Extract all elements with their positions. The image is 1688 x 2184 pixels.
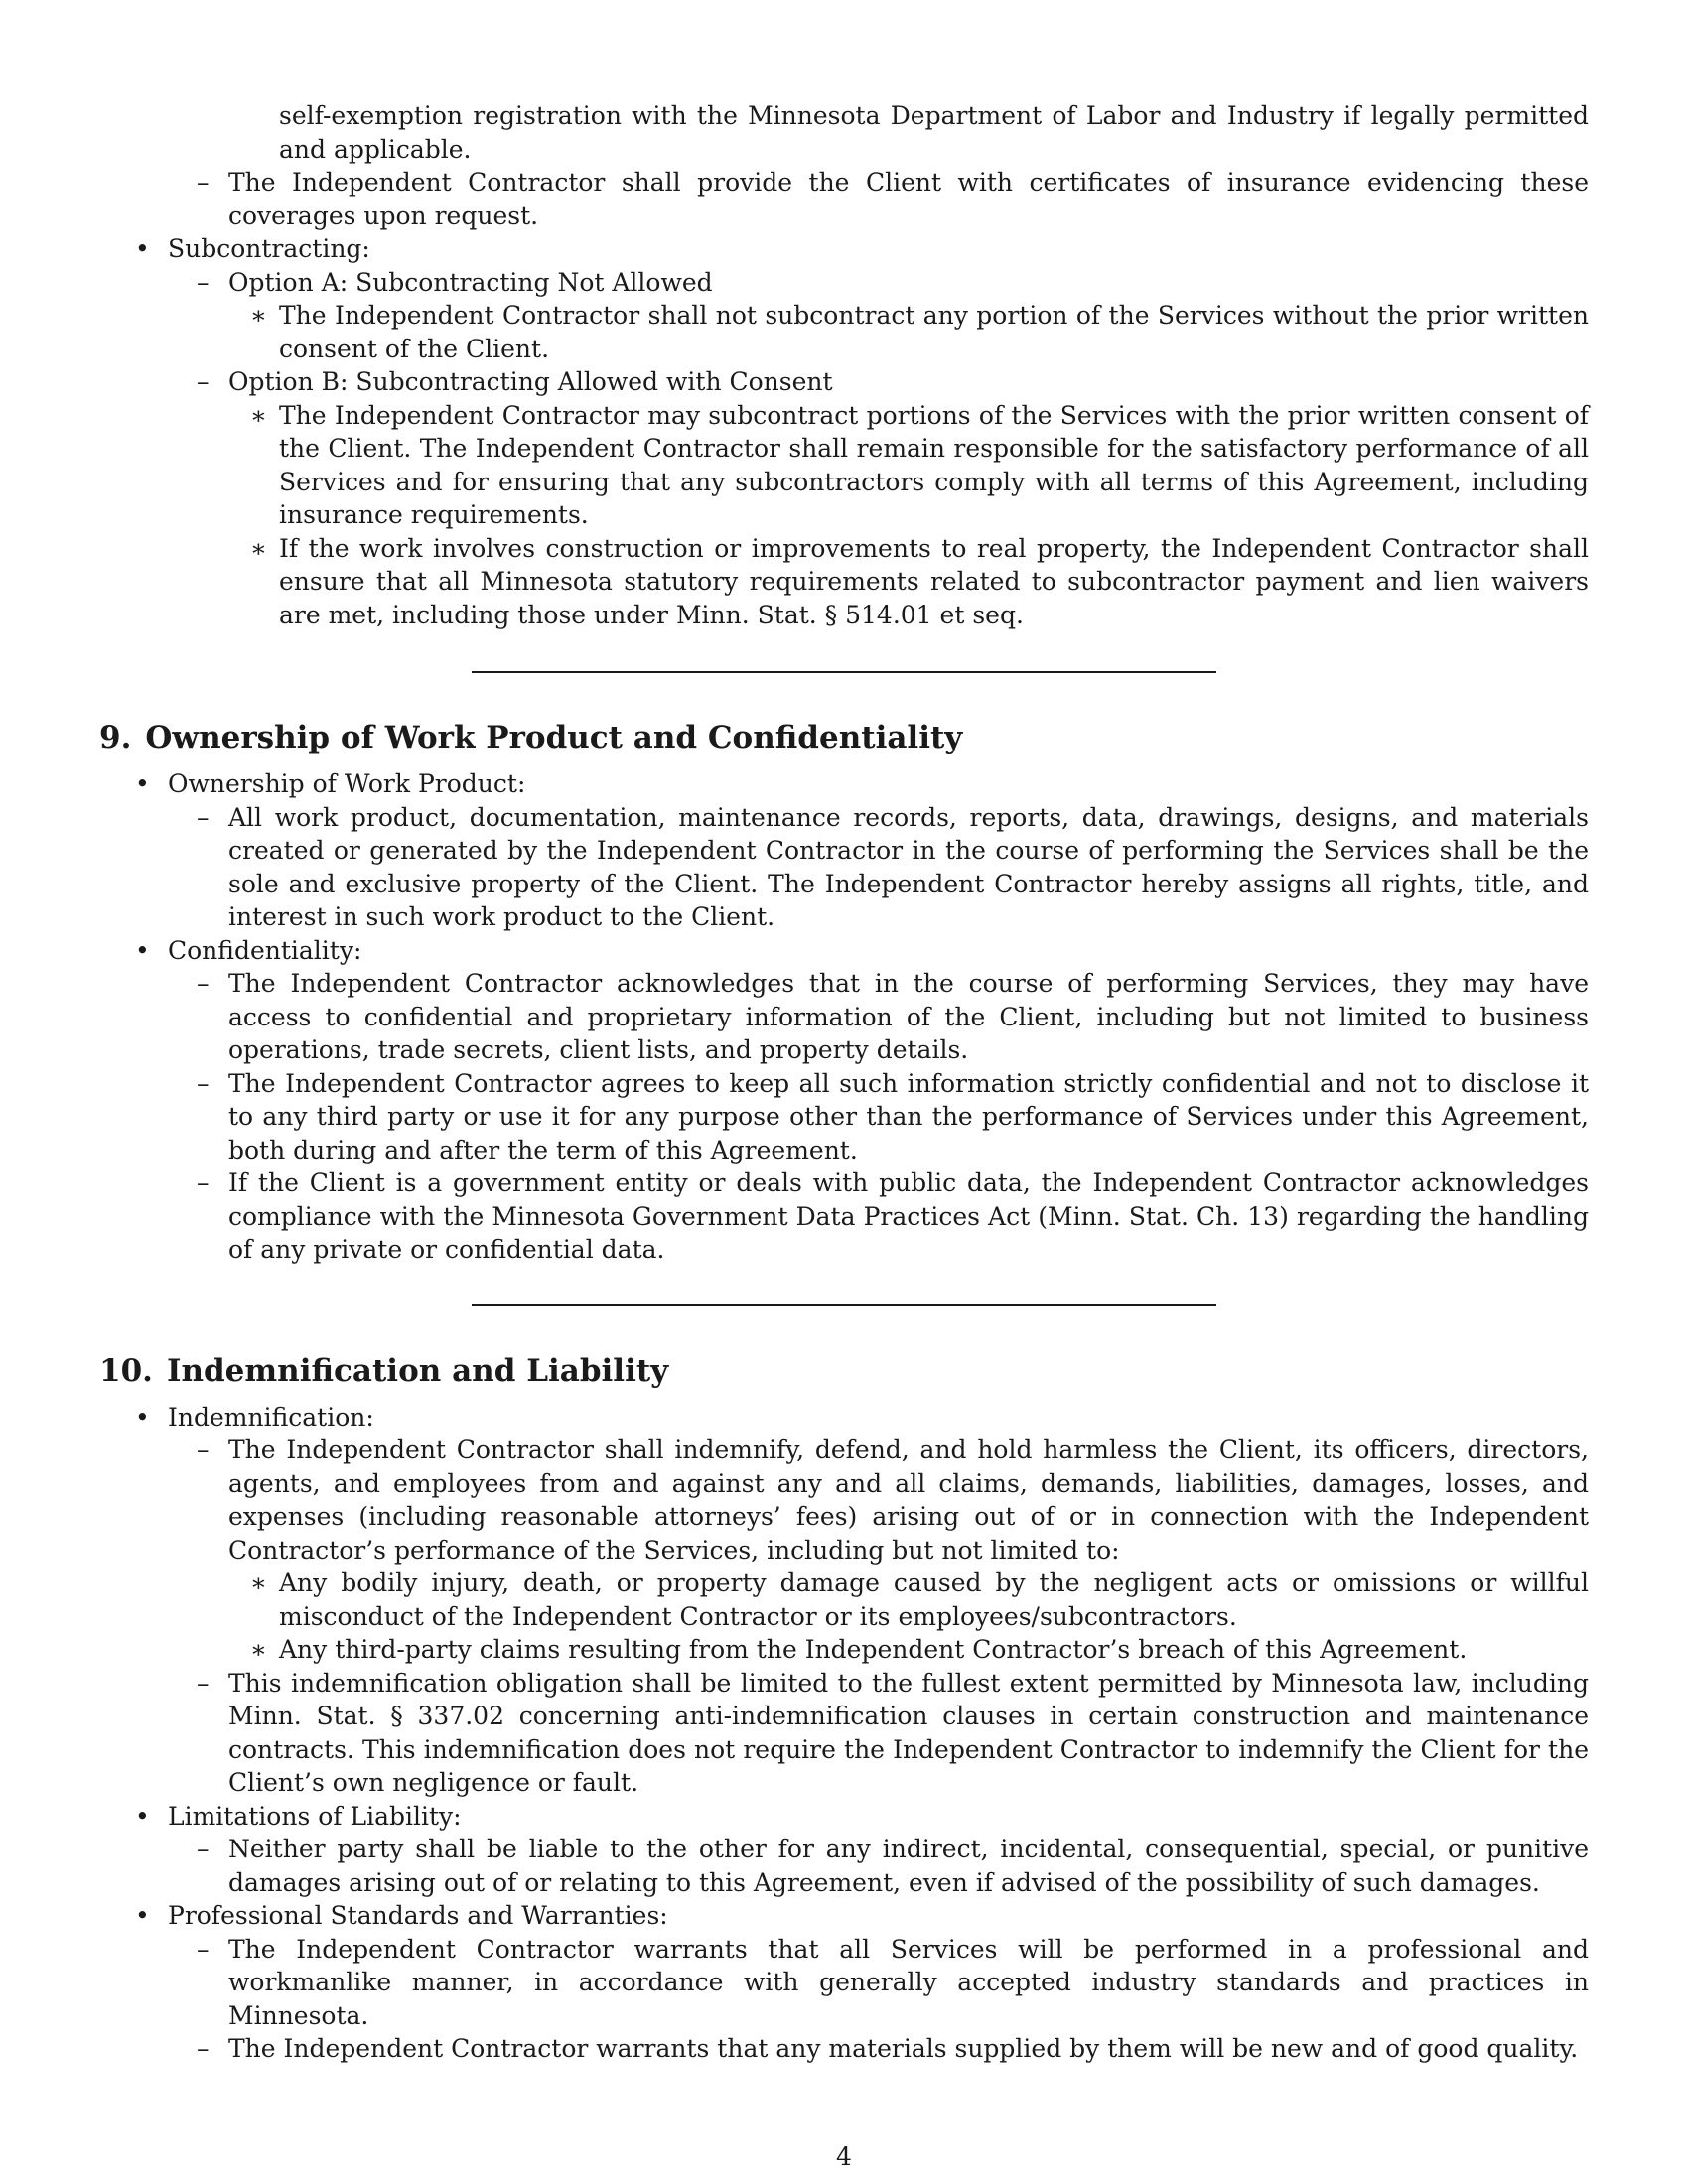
star-marker: ∗: [250, 400, 267, 430]
document-body: [99, 99, 1589, 2066]
paragraph: The Independent Contractor warrants that all Services will be performed in a professional and workmanlike manner, in accordance with generally accepted industry standards and practices in Minnesota.: [228, 1934, 1589, 2030]
list-item: [99, 1899, 1589, 1933]
list-item: [99, 1166, 1589, 1267]
list-label: Subcontracting:: [168, 234, 370, 263]
paragraph: The Independent Contractor shall indemnify, defend, and hold harmless the Client, its officers, directors, agents, and employees from and against any and all claims, demands, liabilities, damages, losses, and expenses (including reasonable attorneys’ fees) arising out of or in connection with the Independent Contractor’s performance of the Services, including but not limited to:: [228, 1435, 1589, 1565]
page-number: 4: [836, 2142, 852, 2171]
list-item: [99, 532, 1589, 632]
section-divider: [472, 1304, 1216, 1306]
star-marker: ∗: [250, 301, 267, 330]
list-label: Confidentiality:: [168, 935, 362, 965]
bullet-marker: •: [135, 769, 150, 798]
paragraph: The Independent Contractor warrants that any materials supplied by them will be new and of good quality.: [228, 2034, 1579, 2063]
list-label: Option B: Subcontracting Allowed with Consent: [228, 367, 833, 396]
star-marker: ∗: [250, 1635, 267, 1664]
paragraph: self-exemption registration with the Minnesota Department of Labor and Industry if legally permitted and applicable.: [279, 101, 1589, 164]
dash-marker: –: [197, 969, 210, 998]
paragraph: If the Client is a government entity or deals with public data, the Independent Contractor acknowledges compliance with the Minnesota Government Data Practices Act (Minn. Stat. Ch. 13) regarding the handling of any private or confidential data.: [228, 1168, 1589, 1264]
paragraph: The Independent Contractor shall not subcontract any portion of the Services without the prior written consent of the Client.: [279, 301, 1589, 363]
list-item: [99, 934, 1589, 968]
paragraph: All work product, documentation, maintenance records, reports, data, drawings, designs, and materials created or generated by the Independent Contractor in the course of performing the Services shall be the sole and exclusive property of the Client. The Independent Contractor hereby assigns all rights, title, and interest in such work product to the Client.: [228, 802, 1589, 931]
list-item: [99, 299, 1589, 365]
dash-marker: –: [197, 1934, 210, 1964]
paragraph: This indemnification obligation shall be limited to the fullest extent permitted by Minnesota law, including Minn. Stat. § 337.02 concerning anti-indemnification clauses in certain construction and maintenance contracts. This indemnification does not require the Independent Contractor to indemnify the Client for the Client’s own negligence or fault.: [228, 1668, 1589, 1797]
dash-marker: –: [197, 2034, 210, 2063]
list-item: [99, 1667, 1589, 1800]
list-item: [99, 232, 1589, 266]
section-divider: [472, 671, 1216, 673]
section-heading: [99, 1351, 1589, 1391]
list-label: Indemnification:: [168, 1402, 374, 1432]
section-number: 9.: [99, 720, 132, 755]
section-number: 10.: [99, 1352, 153, 1389]
list-item: [99, 99, 1589, 166]
paragraph: The Independent Contractor acknowledges that in the course of performing Services, they may have access to confidential and proprietary information of the Client, including but not limited to business operations, trade secrets, client lists, and property details.: [228, 969, 1589, 1064]
paragraph: If the work involves construction or improvements to real property, the Independent Contractor shall ensure that all Minnesota statutory requirements related to subcontractor payment and lien waivers are met, including those under Minn. Stat. § 514.01 et seq.: [279, 533, 1589, 629]
dash-marker: –: [197, 1068, 210, 1098]
star-marker: ∗: [250, 533, 267, 563]
paragraph: The Independent Contractor shall provide the Client with certificates of insurance evidencing these coverages upon request.: [228, 168, 1589, 230]
dash-marker: –: [197, 1168, 210, 1197]
list-item: [99, 399, 1589, 532]
dash-marker: –: [197, 168, 210, 197]
paragraph: Any bodily injury, death, or property damage caused by the negligent acts or omissions or willful misconduct of the Independent Contractor or its employees/subcontractors.: [279, 1569, 1589, 1631]
list-item: [99, 1067, 1589, 1167]
list-label: Professional Standards and Warranties:: [168, 1901, 668, 1930]
paragraph: Any third-party claims resulting from the Independent Contractor’s breach of this Agreement.: [279, 1635, 1468, 1664]
list-item: [99, 967, 1589, 1067]
list-item: [99, 1433, 1589, 1567]
list-item: [99, 801, 1589, 934]
section-title: Indemnification and Liability: [166, 1352, 669, 1389]
list-item: [99, 767, 1589, 801]
dash-marker: –: [197, 802, 210, 832]
bullet-marker: •: [135, 234, 150, 263]
list-item: [99, 266, 1589, 300]
dash-marker: –: [197, 1668, 210, 1698]
paragraph: Neither party shall be liable to the other for any indirect, incidental, consequential, special, or punitive damages arising out of or relating to this Agreement, even if advised of the possibility of such damages.: [228, 1835, 1589, 1897]
list-item: [99, 1567, 1589, 1633]
list-label: Limitations of Liability:: [168, 1801, 462, 1831]
list-label: Ownership of Work Product:: [168, 769, 526, 798]
list-label: Option A: Subcontracting Not Allowed: [228, 267, 713, 297]
bullet-marker: •: [135, 1801, 150, 1831]
star-marker: ∗: [250, 1569, 267, 1597]
list-item: [99, 166, 1589, 232]
list-item: [99, 1933, 1589, 2033]
bullet-marker: •: [135, 1901, 150, 1930]
bullet-marker: •: [135, 1402, 150, 1432]
dash-marker: –: [197, 1835, 210, 1863]
list-item: [99, 1633, 1589, 1667]
paragraph: The Independent Contractor may subcontract portions of the Services with the prior written consent of the Client. The Independent Contractor shall remain responsible for the satisfactory performance of all Services and for ensuring that any subcontractors comply with all terms of this Agreement, including insurance requirements.: [279, 400, 1589, 529]
section-title: Ownership of Work Product and Confidentiality: [145, 720, 963, 755]
paragraph: The Independent Contractor agrees to keep all such information strictly confidential and not to disclose it to any third party or use it for any purpose other than the performance of Services under this Agreement, both during and after the term of this Agreement.: [228, 1068, 1589, 1164]
list-item: [99, 2032, 1589, 2066]
dash-marker: –: [197, 367, 210, 396]
bullet-marker: •: [135, 935, 150, 965]
dash-marker: –: [197, 267, 210, 297]
list-item: [99, 1800, 1589, 1834]
dash-marker: –: [197, 1435, 210, 1464]
list-item: [99, 1401, 1589, 1434]
section-heading: [99, 718, 1589, 757]
list-item: [99, 365, 1589, 399]
list-item: [99, 1833, 1589, 1899]
